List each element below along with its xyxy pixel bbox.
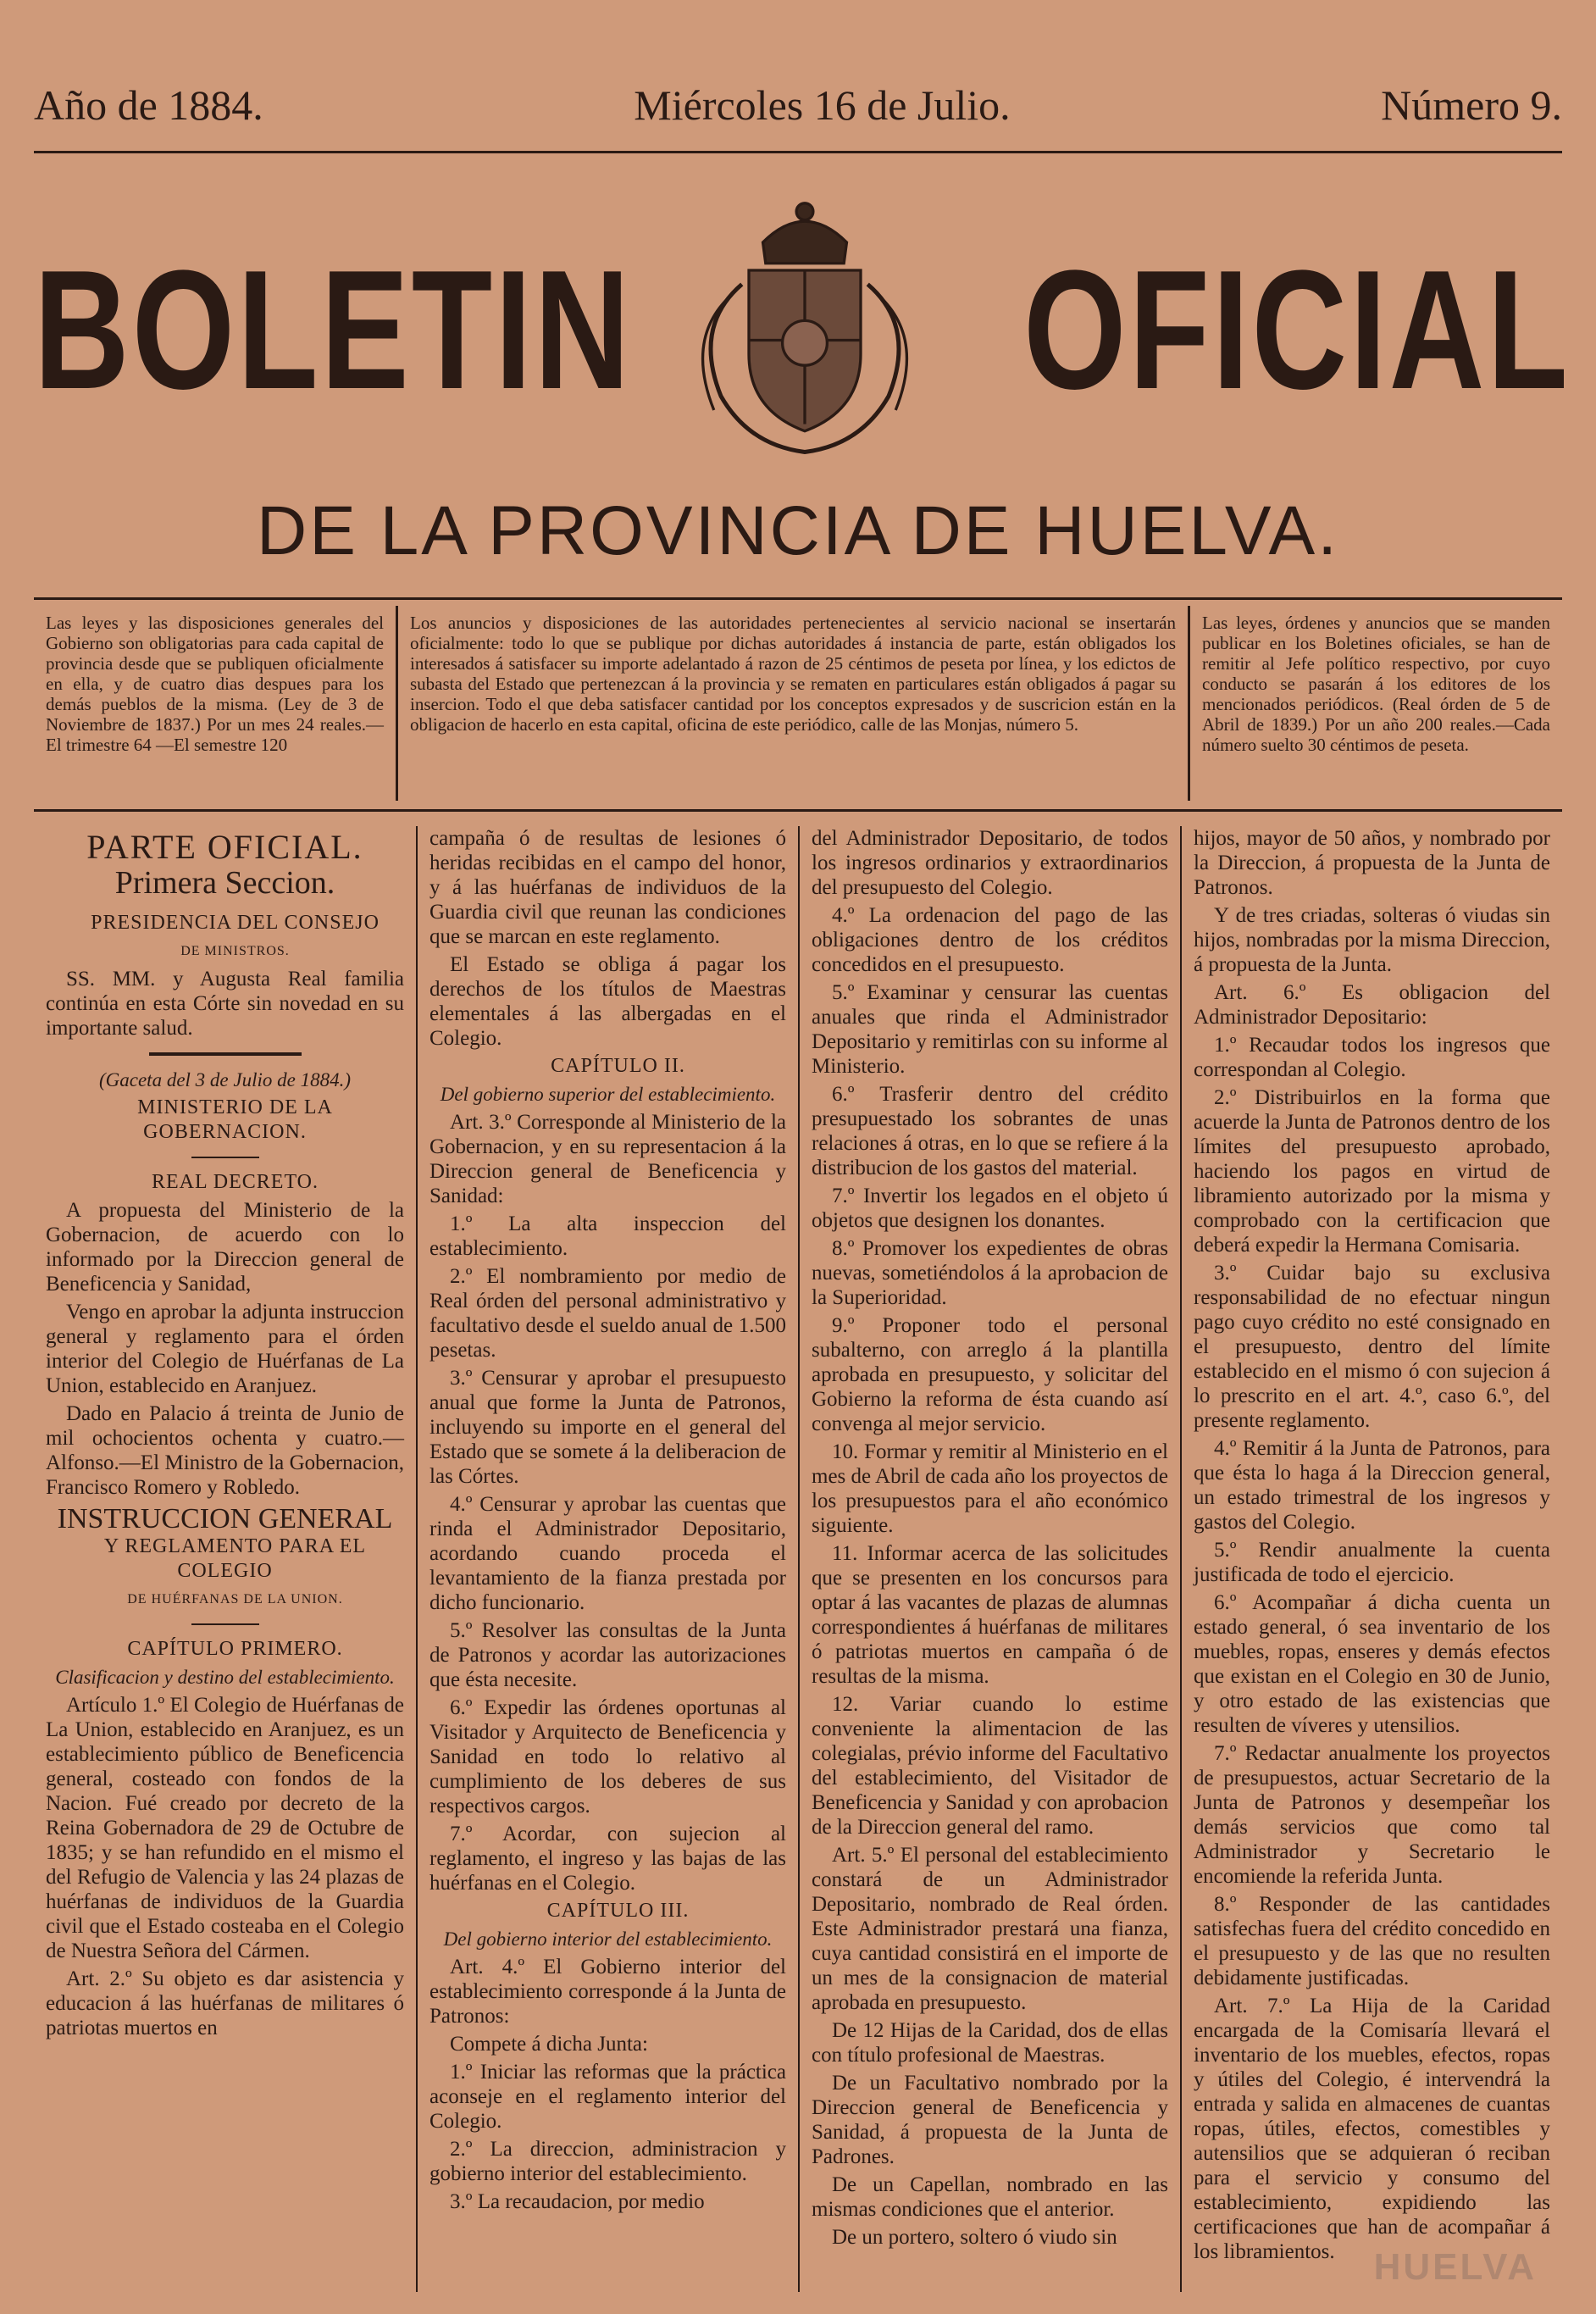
paragraph: 1.º Iniciar las reformas que la práctica aconseje en el reglamento interior del Colegio.	[429, 2061, 786, 2133]
paragraph: Art. 7.º La Hija de la Caridad encargada de la Comisaría llevará el inventario de los muebles, efectos, ropas y útiles del Colegio, é intervendrá la entrada y salida en almacenes de cuantas ropas, útiles, efectos, comestibles y autensilios que se adquieran ó reciban para el servicio y consumo del establecimiento, expidiendo las certificaciones que han de acompañar á los libramientos.	[1194, 1995, 1550, 2263]
paragraph: Y de tres criadas, solteras ó viudas sin hijos, nombradas por la misma Direccion, á propuesta de la Junta.	[1194, 904, 1550, 976]
paragraph: De un Capellan, nombrado en las mismas condiciones que el anterior.	[812, 2173, 1168, 2221]
paragraph: Compete á dicha Junta:	[450, 2033, 648, 2056]
paragraph: Art. 5.º El personal del establecimiento constará de un Administrador Depositario, nombrado de Real órden. Este Administrador prestará una fianza, cuya cantidad consistirá en el importe de un mes de la consignacion de material aprobada en presupuesto.	[812, 1844, 1168, 2014]
presidencia-heading: PRESIDENCIA DEL CONSEJO	[91, 912, 380, 934]
paragraph: 3.º Cuidar bajo su exclusiva responsabilidad de no efectuar ningun pago cuyo crédito no esté consignado en el presupuesto, dentro del límite establecido en el mismo ó con sujecion á lo prescrito en el art. 4.º, caso 6.º, del presente reglamento.	[1194, 1262, 1550, 1432]
chapter-subtitle: Del gobierno interior del establecimiento.	[443, 1928, 773, 1950]
paragraph: 1.º La alta inspeccion del establecimiento.	[429, 1212, 786, 1260]
chapter-heading: CAPÍTULO II.	[551, 1055, 685, 1077]
archive-watermark: HUELVA	[1373, 2246, 1537, 2288]
paragraph: Art. 3.º Corresponde al Ministerio de la Gobernacion, y en su representacion á la Direccion general de Beneficencia y Sanidad:	[429, 1111, 786, 1207]
paragraph: 4.º Censurar y aprobar las cuentas que rinda el Administrador Depositario, acordando cuando proceda el levantamiento de la fianza prestada por dicho funcionario.	[429, 1493, 786, 1614]
paragraph: A propuesta del Ministerio de la Gobernacion, de acuerdo con lo informado por la Direccion general de Beneficencia y Sanidad,	[46, 1199, 404, 1296]
chapter-heading: CAPÍTULO PRIMERO.	[127, 1638, 343, 1660]
paragraph: 11. Informar acerca de las solicitudes que se presenten en los concursos para optar á las vacantes de plazas de alumnas correspondientes á huérfanas de militares ó patriotas muertos en campaña ó de resultas de la misma.	[812, 1542, 1168, 1688]
instruccion-heading: INSTRUCCION GENERAL	[57, 1503, 393, 1534]
masthead	[25, 220, 1571, 474]
paragraph: 4.º Remitir á la Junta de Patronos, para que ésta lo haga á la Direccion general, un estado trimestral de los ingresos y gastos del Colegio.	[1194, 1437, 1550, 1534]
masthead-left-word: BOLETIN	[34, 236, 633, 425]
notice-right: Las leyes, órdenes y anuncios que se manden publicar en los Boletines oficiales, se han de remitir al Jefe político respectivo, por cuyo conducto se pasarán á los editores de los mencionados periódicos. (Real órden de 5 de Abril de 1839.) Por un año 200 reales.—Cada número suelto 30 céntimos de peseta.	[1202, 613, 1550, 755]
paragraph: 5.º Examinar y censurar las cuentas anuales que rinda el Administrador Depositario y remitirlas con su informe al Ministerio.	[812, 981, 1168, 1078]
notice-middle: Los anuncios y disposiciones de las autoridades pertenecientes al servicio nacional se insertarán oficialmente: todo lo que se publique por dichas autoridades á instancia de parte, están obligados los interesados á satisfacer su importe adelantado á razon de 25 céntimos de peseta por línea, y los edictos de subasta del Estado que pertenezcan á la provincia y se rematen en particulares están obligados á pagar su insercion. Todo el que deba satisfacer cantidad por los conceptos expresados y de suscricion están en la obligacion de hacerlo en esta capital, oficina de este periódico, calle de las Monjas, número 5.	[398, 606, 1190, 801]
paragraph: hijos, mayor de 50 años, y nombrado por la Direccion, á propuesta de la Junta de Patronos.	[1194, 827, 1550, 899]
paragraph: 2.º La direccion, administracion y gobierno interior del establecimiento.	[429, 2138, 786, 2185]
paragraph: 10. Formar y remitir al Ministerio en el mes de Abril de cada año los proyectos de los presupuestos para el año económico siguiente.	[812, 1440, 1168, 1537]
paragraph: 2.º Distribuirlos en la forma que acuerde la Junta de Patronos dentro de los límites del presupuesto aprobado, haciendo los pagos en virtud de libramiento autorizado por la misma y comprobado con la certificacion que deberá expedir la Hermana Comisaria.	[1194, 1086, 1550, 1257]
masthead-subtitle: DE LA PROVINCIA DE HUELVA.	[256, 492, 1339, 569]
divider	[149, 1052, 302, 1056]
paragraph: 6.º Expedir las órdenes oportunas al Visitador y Arquitecto de Beneficencia y Sanidad en todo lo relativo al cumplimiento de los deberes de sus respectivos cargos.	[429, 1696, 786, 1817]
paragraph: De un portero, soltero ó viudo sin	[832, 2226, 1117, 2249]
paragraph: Artículo 1.º El Colegio de Huérfanas de La Union, establecido en Aranjuez, es un establecimiento público de Beneficencia general, costeado con fondos de la Nacion. Fué creado por decreto de la Reina Gobernadora de 29 de Octubre de 1835; y se han refundido en el mismo el del Refugio de Valencia y las 24 plazas de huérfanas de individuos de la Guardia civil que el Estado costeaba en el Colegio de Nuestra Señora del Cármen.	[46, 1694, 404, 1962]
issue-date: Miércoles 16 de Julio.	[634, 81, 1011, 129]
ministerio-heading: MINISTERIO DE LA GOBERNACION.	[137, 1096, 333, 1143]
column-3	[798, 826, 1180, 2292]
paragraph: 5.º Resolver las consultas de la Junta de Patronos y acordar las autorizaciones que ésta necesite.	[429, 1619, 786, 1691]
paragraph: del Administrador Depositario, de todos los ingresos ordinarios y extraordinarios del presupuesto del Colegio.	[812, 827, 1168, 899]
paragraph: El Estado se obliga á pagar los derechos de los títulos de Maestras elementales á las albergadas en el Colegio.	[429, 953, 786, 1050]
decreto-heading: REAL DECRETO.	[152, 1171, 319, 1193]
instruccion-subheading: Y REGLAMENTO PARA EL COLEGIO	[103, 1535, 367, 1582]
paragraph: Vengo en aprobar la adjunta instruccion general y reglamento para el órden interior del Colegio de Huérfanas de La Union, establecido en Aranjuez.	[46, 1301, 404, 1397]
chapter-subtitle: Clasificacion y destino del establecimiento.	[55, 1667, 395, 1688]
paragraph: Art. 4.º El Gobierno interior del establecimiento corresponde á la Junta de Patronos:	[429, 1956, 786, 2028]
paragraph: 7.º Acordar, con sujecion al reglamento, el ingreso y las bajas de las huérfanas en el Colegio.	[429, 1823, 786, 1895]
coat-of-arms-icon	[665, 186, 945, 466]
issue-year: Año de 1884.	[34, 81, 263, 129]
paragraph: De 12 Hijas de la Caridad, dos de ellas con título profesional de Maestras.	[812, 2019, 1168, 2067]
paragraph: 9.º Proponer todo el personal subalterno, con arreglo á la plantilla aprobada en presupuesto, y solicitar del Gobierno la reforma de ésta cuando así convenga al mejor servicio.	[812, 1314, 1168, 1435]
paragraph: 1.º Recaudar todos los ingresos que correspondan al Colegio.	[1194, 1034, 1550, 1081]
issue-header	[34, 80, 1562, 130]
chapter-heading: CAPÍTULO III.	[546, 1900, 690, 1922]
header-rule	[34, 151, 1562, 153]
section-heading: Primera Seccion.	[114, 865, 335, 901]
paragraph: 2.º El nombramiento por medio de Real órden del personal administrativo y facultativo desde el sueldo anual de 1.500 pesetas.	[429, 1265, 786, 1362]
notice-bottom-rule	[34, 809, 1562, 812]
paragraph: campaña ó de resultas de lesiones ó heridas recibidas en el campo del honor, y á las huérfanas de individuos de la Guardia civil que reunan las condiciones que se marcan en este reglamento.	[429, 827, 786, 948]
paragraph: 6.º Acompañar á dicha cuenta un estado general, ó sea inventario de los muebles, ropas, enseres y demás efectos que existan en el Colegio en 30 de Junio, y otro estado de las existencias que resulten de víveres y utensilios.	[1194, 1591, 1550, 1737]
divider	[191, 1623, 259, 1625]
notice-top-rule	[34, 597, 1562, 600]
paragraph: De un Facultativo nombrado por la Direccion general de Beneficencia y Sanidad, á propuesta de la Junta de Padrones.	[812, 2072, 1168, 2168]
part-heading: PARTE OFICIAL.	[86, 828, 363, 866]
ministros-heading: DE MINISTROS.	[180, 944, 290, 958]
article-columns	[34, 826, 1562, 2292]
masthead-right-word: OFICIAL	[1023, 236, 1571, 425]
issue-number: Número 9.	[1381, 81, 1562, 129]
paragraph: 7.º Redactar anualmente los proyectos de presupuestos, actuar Secretario de la Junta de Patronos y desempeñar los demás servicios que como tal Administrador y Secretario le encomiende la referida Junta.	[1194, 1742, 1550, 1888]
notice-left: Las leyes y las disposiciones generales del Gobierno son obligatorias para cada capital de provincia desde que se publiquen oficialmente en ella, y de cuatro dias despues para los demás pueblos de la misma. (Ley de 3 de Noviembre de 1837.) Por un mes 24 reales.—El trimestre 64 —El semestre 120	[34, 606, 398, 801]
column-4	[1180, 826, 1562, 2292]
paragraph: 8.º Responder de las cantidades satisfechas fuera del crédito concedido en el presupuesto y de las que no resulten debidamente justificadas.	[1194, 1893, 1550, 1989]
paragraph: 4.º La ordenacion del pago de las obligaciones dentro de los créditos concedidos en el presupuesto.	[812, 904, 1168, 976]
paragraph: 3.º La recaudacion, por medio	[450, 2190, 705, 2213]
paragraph: 3.º Censurar y aprobar el presupuesto anual que forme la Junta de Patronos, incluyendo su importe en el general del Estado que se somete á la deliberacion de las Córtes.	[429, 1367, 786, 1488]
paragraph: 12. Variar cuando lo estime conveniente la alimentacion de las colegialas, prévio informe del Facultativo del establecimiento, del Visitador de Beneficencia y Sanidad y con aprobacion de la Direccion general del ramo.	[812, 1693, 1168, 1839]
column-1	[34, 826, 416, 2292]
paragraph: 7.º Invertir los legados en el objeto ú objetos que designen los donantes.	[812, 1185, 1168, 1232]
divider	[191, 1157, 259, 1158]
gaceta-reference: (Gaceta del 3 de Julio de 1884.)	[99, 1069, 351, 1090]
paragraph: Art. 6.º Es obligacion del Administrador Depositario:	[1194, 981, 1550, 1029]
instruccion-subheading-2: DE HUÉRFANAS DE LA UNION.	[127, 1592, 343, 1606]
paragraph: 5.º Rendir anualmente la cuenta justificada de todo el ejercicio.	[1194, 1539, 1550, 1586]
paragraph: 6.º Trasferir dentro del crédito presupuestado los sobrantes de unas relaciones á otras, en lo que se refiere á la distribucion de los gastos del material.	[812, 1083, 1168, 1179]
notice-box	[34, 606, 1562, 801]
paragraph: Art. 2.º Su objeto es dar asistencia y educacion á las huérfanas de militares ó patriotas muertos en	[46, 1967, 404, 2039]
paragraph: Dado en Palacio á treinta de Junio de mil ochocientos ochenta y cuatro.—Alfonso.—El Ministro de la Gobernacion, Francisco Romero y Robledo.	[46, 1402, 404, 1499]
paragraph: 8.º Promover los expedientes de obras nuevas, sometiéndolos á la aprobacion de la Superioridad.	[812, 1237, 1168, 1309]
chapter-subtitle: Del gobierno superior del establecimiento.	[440, 1084, 776, 1105]
column-2	[416, 826, 798, 2292]
paragraph: SS. MM. y Augusta Real familia continúa en esta Córte sin novedad en su importante salud.	[46, 968, 404, 1040]
